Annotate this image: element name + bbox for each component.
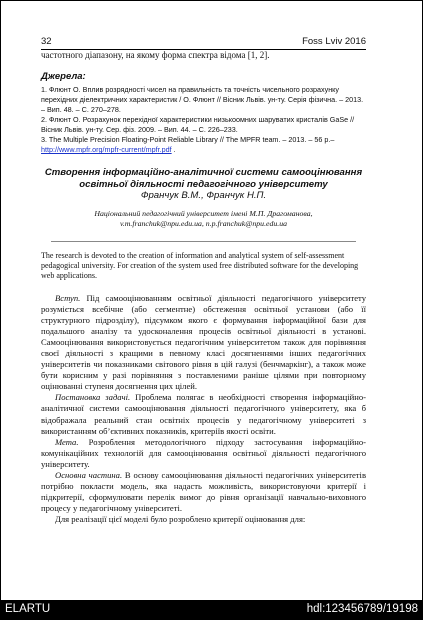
page-number: 32 [41, 36, 52, 47]
paragraph-lead: Постановка задачі. [55, 392, 131, 403]
paragraph-lead: Вступ. [55, 292, 81, 303]
author-emails: v.m.franchuk@npu.edu.ua, n.p.franchuk@npu.edu.ua [119, 218, 288, 228]
paragraph-main [41, 470, 366, 514]
divider [51, 241, 356, 242]
paragraph-lead: Мета. [55, 436, 79, 447]
paragraph-text: Під самооцінюванням освітньої діяльності педагогічного університету розуміється всебічне (або сегментне) обстеження освітньої установи (або її структурного підрозділу), підсумком якого є формування інформаційної бази для подальшого аналізу та удосконалення процесів освітньої діяльності в установі. Самооцінювання використовується педагогічним університетом також для порівняння своєї діяльності з кращими в певному класі досягненнями інших педагогічних університетів чи показниками світового рівня в цій галузі (бенчмаркінг), а також може бути корисним у разі порівняння з поставленими раніше цілями при повторному оцінюванні ступеня досягнення цих цілей. [41, 292, 366, 392]
paragraph-text: Проблема полягає в необхідності створення інформаційно-аналітичної системи самооцінювання діяльності педагогічного університету, яка б відображала реальний стан освітніх процесів у педагогічному університеті з використанням об’єктивних показників, критеріїв якості освіти. [41, 392, 366, 436]
references-heading: Джерела: [41, 71, 86, 82]
paragraph-goal [41, 437, 366, 470]
page-content [41, 50, 366, 525]
affiliation [41, 209, 366, 229]
paragraph-text: Для реалізації цієї моделі було розроблено критерії оцінювання для: [55, 514, 306, 525]
article-title: Створення інформаційно-аналітичної системи самооцінювання освітньої діяльності педагогічного університету [44, 167, 363, 190]
paragraph-text: В основу самооцінювання діяльності педагогічних університетів потрібно покласти модель, яка надасть можливість, використовуючи критерії і підкритерії, сформулювати перелік вимог до рівня організації навчально-виховного процесу у педагогічному університеті. [41, 470, 367, 514]
continuation-text: частотного діапазону, на якому форма спектра відома [1, 2]. [41, 50, 270, 60]
reference-text: 3. The Multiple Precision Floating-Point Reliable Library // The MPFR team. – 2013. – 56 p.– [41, 135, 335, 144]
reference-item: 2. Флюнт О. Розрахунок перехідної характеристики низькоомних шаруватих кристалів GaSe // Вісник Львів. ун-ту. Сер. фіз. 2009. – Вип. 44. – С. 226–233. [41, 115, 355, 134]
journal-name: Foss Lviv 2016 [302, 36, 366, 47]
paragraph-criteria [41, 514, 366, 525]
article-body [41, 293, 366, 526]
repository-name: ELARTU [5, 603, 51, 615]
paragraph-problem [41, 392, 366, 436]
paragraph-intro [41, 293, 366, 393]
paragraph-text: Розроблення методологічного підходу застосування інформаційно-комунікаційних технологій для самооцінювання освітньої діяльності педагогічного університету. [41, 436, 366, 469]
running-header [41, 37, 366, 50]
abstract: The research is devoted to the creation of information and analytical system of self-assessment pedagogical university. For creation of the system used free distributed software for the developing web applications. [41, 250, 359, 280]
reference-item [41, 135, 366, 155]
reference-link[interactable]: http://www.mpfr.org/mpfr-current/mpfr.pdf [41, 145, 172, 154]
reference-item: 1. Флюнт О. Вплив розрядності чисел на правильність та точність чисельного розрахунку перехідних діелектричних характеристик / О. Флюнт // Вісник Львів. ун-ту. Серія фізична. – 2013. – Вип. 48. – С. 270–278. [41, 85, 364, 114]
reference-link-suffix: . [171, 145, 176, 154]
handle-id: hdl:123456789/19198 [306, 603, 418, 615]
repository-footer [0, 601, 423, 620]
paragraph-lead: Основна частина. [55, 470, 123, 480]
affiliation-name: Національний педагогічний університет імені М.П. Драгоманова, [94, 208, 313, 218]
article-authors: Франчук В.М., Франчук Н.П. [140, 190, 267, 201]
